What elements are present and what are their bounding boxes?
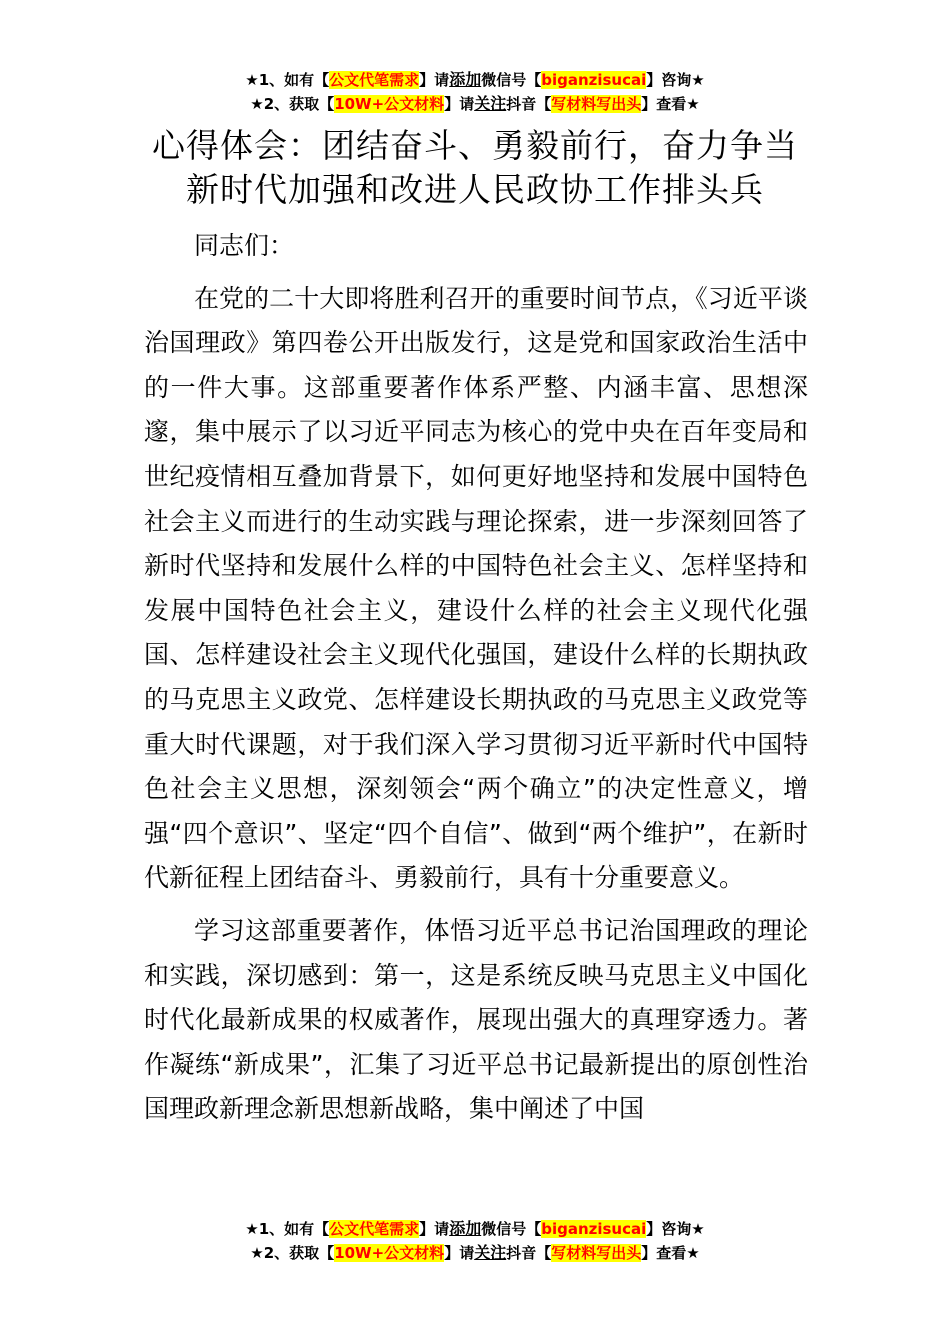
promo-underlined-text: 关注 (474, 1243, 507, 1262)
header-promo-banner (0, 68, 950, 116)
promo-line-1: ★1、如有【公文代笔需求】请添加微信号【biganzisucai】咨询★ (245, 70, 705, 89)
document-body (144, 224, 808, 1132)
promo-highlight: 10W+公文材料 (334, 1244, 445, 1262)
promo-underlined-text: 添加 (449, 70, 482, 89)
douyin-account-highlight: 写材料写出头 (551, 1244, 642, 1262)
promo-highlight: 公文代笔需求 (329, 1220, 420, 1238)
douyin-account-highlight: 写材料写出头 (551, 95, 642, 113)
promo-line-2: ★2、获取【10W+公文材料】请关注抖音【写材料写出头】查看★ (250, 94, 700, 113)
wechat-id-highlight: biganzisucai (541, 1220, 647, 1238)
title-line-1: 心得体会：团结奋斗、勇毅前行，奋力争当 (152, 126, 798, 165)
footer-promo-banner (0, 1217, 950, 1265)
salutation: 同志们： (194, 231, 295, 260)
body-paragraph: 在党的二十大即将胜利召开的重要时间节点，《习近平谈治国理政》第四卷公开出版发行，这是党和国家政治生活中的一件大事。这部重要著作体系严整、内涵丰富、思想深邃，集中展示了以习近平同志为核心的党中央在百年变局和世纪疫情相互叠加背景下，如何更好地坚持和发展中国特色社会主义而进行的生动实践与理论探索，进一步深刻回答了新时代坚持和发展什么样的中国特色社会主义、怎样坚持和发展中国特色社会主义，建设什么样的社会主义现代化强国、怎样建设社会主义现代化强国，建设什么样的长期执政的马克思主义政党、怎样建设长期执政的马克思主义政党等重大时代课题，对于我们深入学习贯彻习近平新时代中国特色社会主义思想，深刻领会“两个确立”的决定性意义，增强“四个意识”、坚定“四个自信”、做到“两个维护”，在新时代新征程上团结奋斗、勇毅前行，具有十分重要意义。 (144, 283, 808, 893)
promo-underlined-text: 添加 (449, 1219, 482, 1238)
promo-highlight: 公文代笔需求 (329, 71, 420, 89)
document-title (0, 124, 950, 212)
promo-line-1: ★1、如有【公文代笔需求】请添加微信号【biganzisucai】咨询★ (245, 1219, 705, 1238)
wechat-id-highlight: biganzisucai (541, 71, 647, 89)
promo-underlined-text: 关注 (474, 94, 507, 113)
promo-highlight: 10W+公文材料 (334, 95, 445, 113)
title-line-2: 新时代加强和改进人民政协工作排头兵 (186, 170, 764, 209)
promo-line-2: ★2、获取【10W+公文材料】请关注抖音【写材料写出头】查看★ (250, 1243, 700, 1262)
body-paragraph: 学习这部重要著作，体悟习近平总书记治国理政的理论和实践，深切感到：第一，这是系统反映马克思主义中国化时代化最新成果的权威著作，展现出强大的真理穿透力。著作凝练“新成果”，汇集了习近平总书记最新提出的原创性治国理政新理念新思想新战略，集中阐述了中国 (144, 915, 808, 1124)
